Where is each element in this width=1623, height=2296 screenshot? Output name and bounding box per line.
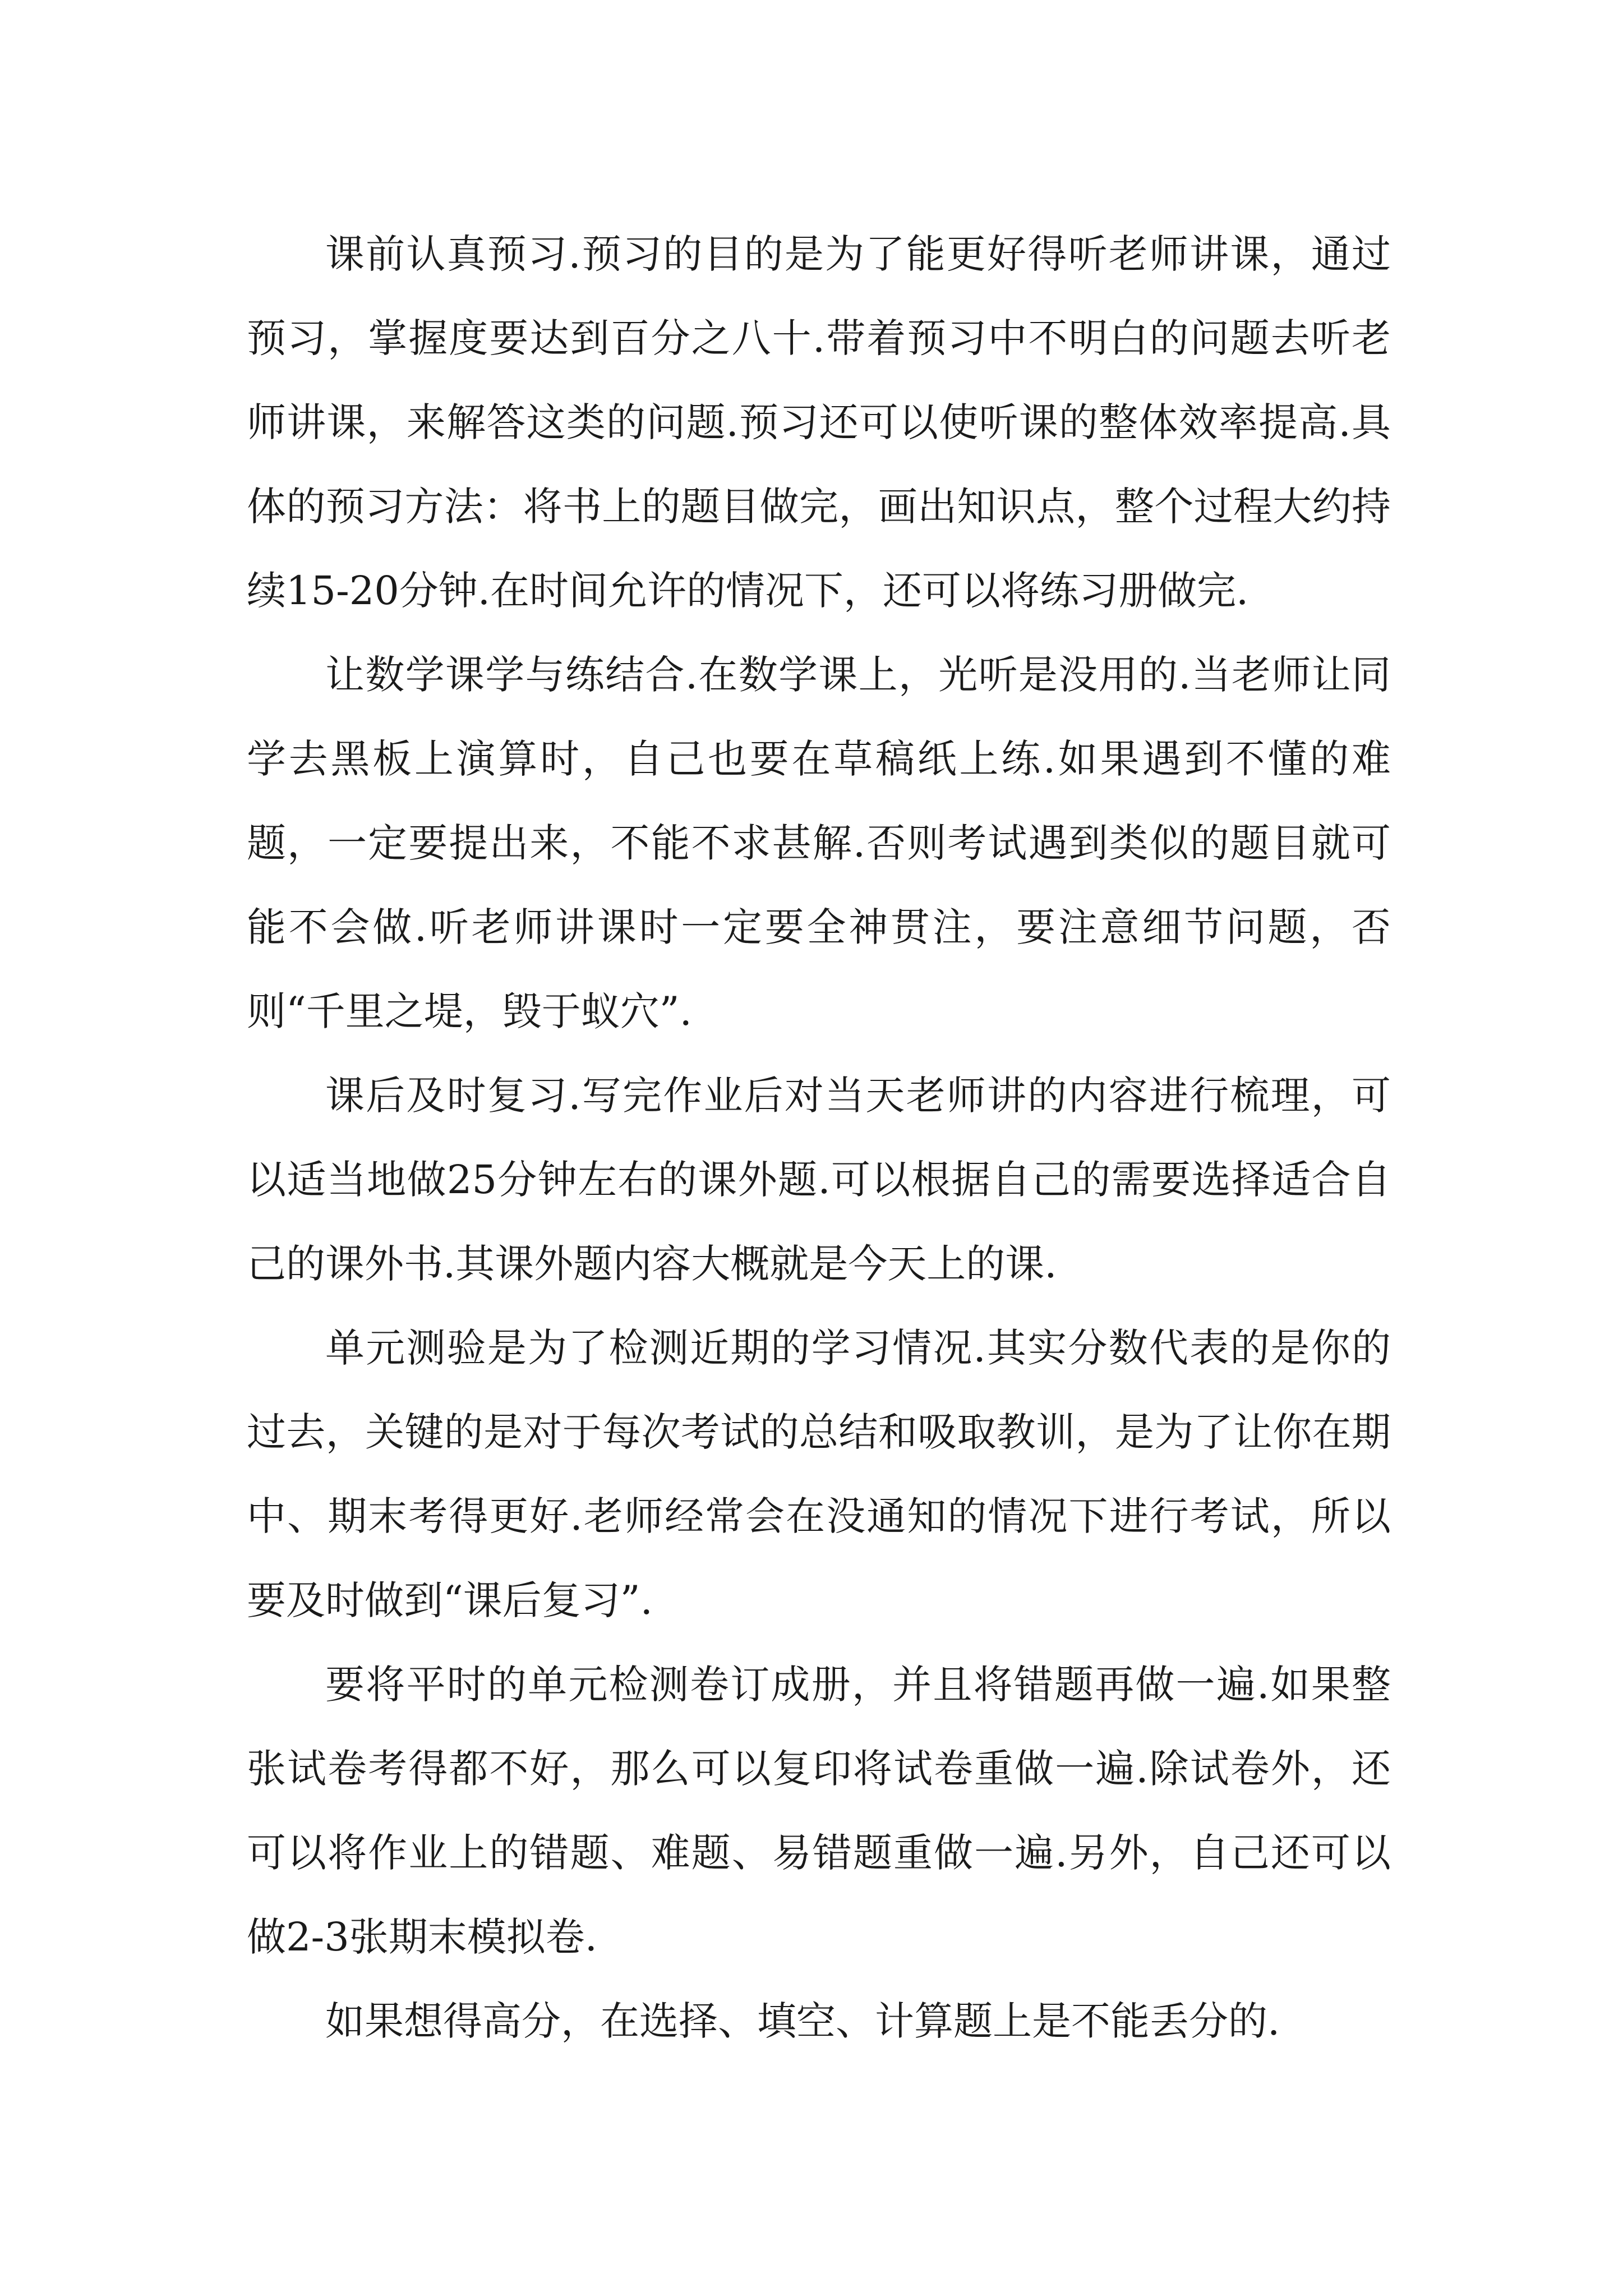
document-page bbox=[247, 212, 1391, 2063]
paragraph-unit-test: 单元测验是为了检测近期的学习情况.其实分数代表的是你的过去，关键的是对于每次考试的总结和吸取教训，是为了让你在期中、期末考得更好.老师经常会在没通知的情况下进行考试，所以要及时做到“课后复习”. bbox=[247, 1325, 1391, 1623]
paragraph-review: 课后及时复习.写完作业后对当天老师讲的内容进行梳理，可以适当地做25分钟左右的课外题.可以根据自己的需要选择适合自己的课外书.其课外题内容大概就是今天上的课. bbox=[247, 1073, 1391, 1287]
paragraph-preview: 课前认真预习.预习的目的是为了能更好得听老师讲课，通过预习，掌握度要达到百分之八十.带着预习中不明白的问题去听老师讲课，来解答这类的问题.预习还可以使听课的整体效率提高.具体的预习方法：将书上的题目做完，画出知识点，整个过程大约持续15-20分钟.在时间允许的情况下，还可以将练习册做完. bbox=[247, 231, 1391, 614]
paragraph-high-score: 如果想得高分，在选择、填空、计算题上是不能丢分的. bbox=[325, 1998, 1280, 2044]
paragraph-practice: 让数学课学与练结合.在数学课上，光听是没用的.当老师让同学去黑板上演算时，自己也要在草稿纸上练.如果遇到不懂的难题，一定要提出来，不能不求甚解.否则考试遇到类似的题目就可能不会做.听老师讲课时一定要全神贯注，要注意细节问题，否则“千里之堤，毁于蚁穴”. bbox=[247, 652, 1391, 1034]
paragraph-mistakes: 要将平时的单元检测卷订成册，并且将错题再做一遍.如果整张试卷考得都不好，那么可以复印将试卷重做一遍.除试卷外，还可以将作业上的错题、难题、易错题重做一遍.另外，自己还可以做2-3张期末模拟卷. bbox=[247, 1662, 1391, 1960]
